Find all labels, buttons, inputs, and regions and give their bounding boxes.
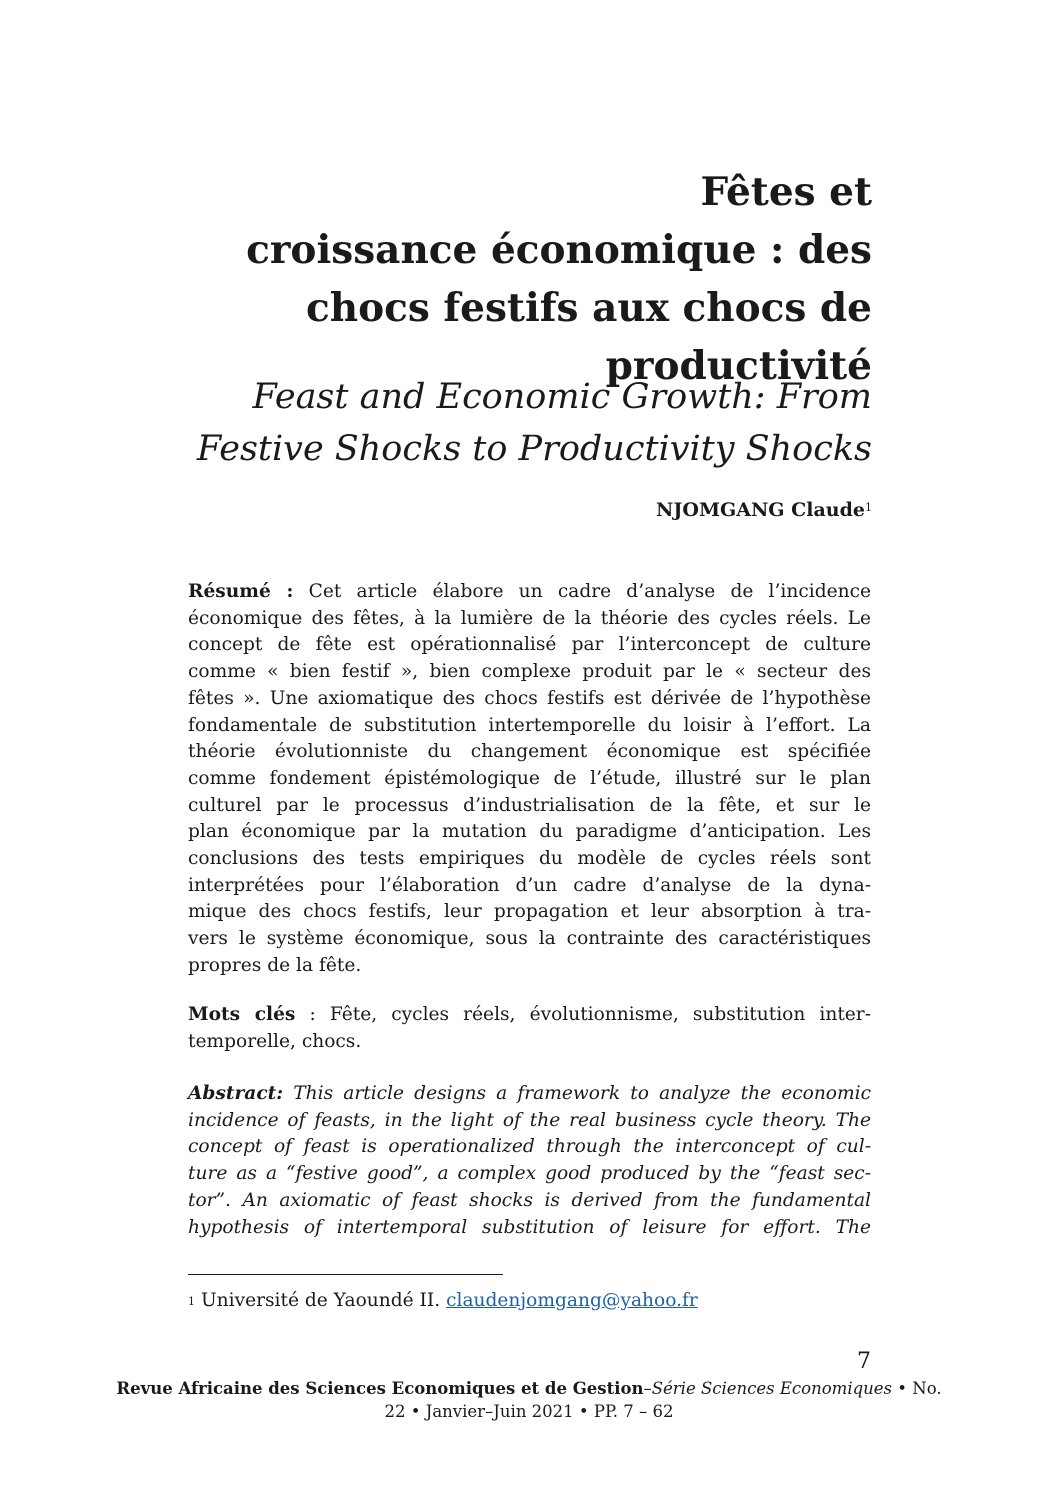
author-name: NJOMGANG Claude [656,499,865,521]
english-abstract-line [188,1081,871,1108]
abstract-line: économique des fêtes, à la lumière de la théorie des cycles réels. Le [188,607,871,629]
english-abstract-line: hypothesis of intertemporal substitution of leisure for effort. The [188,1216,871,1238]
french-title-line: chocs festifs aux chocs de [305,285,872,331]
abstract-text: Cet article élabore un cadre d’analyse de l’incidence [293,581,871,602]
english-title-line: Feast and Economic Growth: From [252,377,872,417]
keywords-label: Mots clés [188,1004,296,1025]
footnote [188,1288,698,1314]
journal-line-1 [100,1377,958,1400]
english-title [150,371,872,475]
english-abstract-line: incidence of feasts, in the light of the real business cycle theory. The [188,1109,871,1131]
english-abstract-line: concept of feast is operationalized through the interconcept of cul- [188,1136,871,1158]
abstract-line: mique des chocs festifs, leur propagation et leur absorption à tra- [188,901,871,923]
english-title-line: Festive Shocks to Productivity Shocks [196,429,872,469]
abstract-line: comme fondement épistémologique de l’étude, illustré sur le plan [188,767,871,789]
abstract-line: concept de fête est opérationnalisé par l’interconcept de culture [188,634,871,656]
french-title-line: Fêtes et [700,169,872,215]
abstract-label: Abstract: [188,1083,284,1104]
english-abstract-text: This article designs a framework to analyze the economic [283,1083,871,1104]
abstract-line: conclusions des tests empiriques du modèle de cycles réels sont [188,848,871,870]
author-email-link[interactable]: claudenjomgang@yahoo.fr [446,1290,698,1311]
french-abstract [188,579,871,980]
abstract-line: fondamentale de substitution intertemporelle du loisir à l’effort. La [188,714,871,736]
author-line [188,497,872,523]
english-abstract-line: tor”. An axiomatic of feast shocks is derived from the fundamental [188,1189,871,1211]
abstract-line: plan économique par la mutation du paradigme d’anticipation. Les [188,821,871,843]
journal-issue-no: • No. [892,1379,942,1398]
resume-label: Résumé : [188,581,294,602]
abstract-line: culturel par le processus d’industrialisation de la fête, et sur le [188,794,871,816]
keywords [188,1002,871,1055]
abstract-line: comme « bien festif », bien complexe produit par le « secteur des [188,661,871,683]
abstract-line: interprétées pour l’élaboration d’un cadre d’analyse de la dyna- [188,874,871,896]
abstract-line [188,579,871,606]
abstract-line: vers le système économique, sous la contrainte des caractéristiques [188,928,871,950]
keywords-text: : Fête, cycles réels, évolutionnisme, substitution inter- [295,1004,871,1025]
english-abstract [188,1081,871,1241]
english-abstract-line: ture as a “festive good”, a complex good produced by the “feast sec- [188,1163,871,1185]
footnote-marker: 1 [188,1295,195,1308]
abstract-line: fêtes ». Une axiomatique des chocs festifs est dérivée de l’hypothèse [188,687,871,709]
footnote-affiliation: Université de Yaoundé II. [201,1290,441,1311]
page-number: 7 [857,1349,871,1374]
abstract-line: théorie évolutionniste du changement économique est spécifiée [188,741,871,763]
footnote-divider [188,1274,503,1275]
french-title-line: croissance économique : des [246,227,872,273]
journal-line-2: 22 • Janvier–Juin 2021 • PP. 7 – 62 [384,1402,674,1421]
journal-footer [100,1377,958,1423]
french-title [188,163,872,395]
keywords-line [188,1002,871,1029]
journal-name: Revue Africaine des Sciences Economiques et de Gestion [116,1379,644,1398]
author-footnote-marker: 1 [865,501,872,514]
journal-series: –Série Sciences Economiques [643,1379,893,1398]
french-title-line: productivité [605,343,872,389]
abstract-line: propres de la fête. [188,954,362,976]
keywords-line: temporelle, chocs. [188,1030,362,1052]
